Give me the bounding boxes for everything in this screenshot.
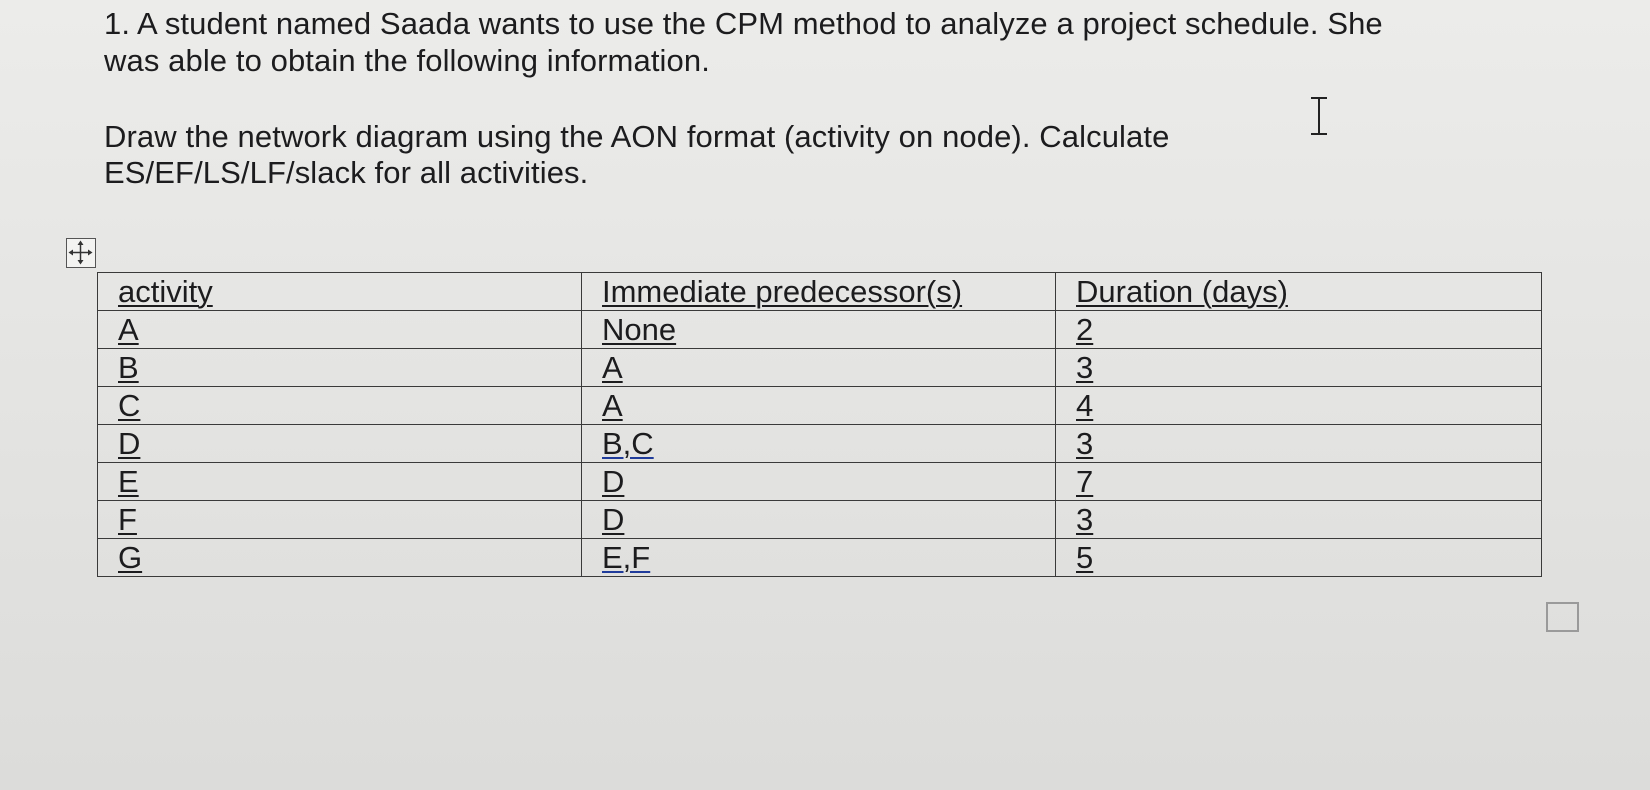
- predecessors-value: E,F: [602, 539, 651, 575]
- predecessors-value: D: [602, 463, 625, 499]
- duration-value: 7: [1076, 463, 1094, 499]
- cell-duration[interactable]: [1056, 501, 1542, 539]
- activity-value: A: [118, 311, 139, 347]
- cell-duration[interactable]: [1056, 539, 1542, 577]
- activity-value: E: [118, 463, 139, 499]
- cell-activity[interactable]: [98, 349, 582, 387]
- predecessors-value: D: [602, 501, 625, 537]
- text-cursor-icon: [1308, 96, 1330, 136]
- cpm-activity-table: [97, 272, 1542, 577]
- activity-value: C: [118, 387, 141, 423]
- activity-value: B: [118, 349, 139, 385]
- predecessors-value: A: [602, 349, 623, 385]
- question-line-3: Draw the network diagram using the AON format (activity on node). Calculate: [104, 119, 1170, 154]
- cell-predecessors[interactable]: [582, 387, 1056, 425]
- activity-value: G: [118, 539, 143, 575]
- table-row: [98, 425, 1542, 463]
- header-predecessors-label: Immediate predecessor(s): [602, 273, 963, 309]
- question-line-4: ES/EF/LS/LF/slack for all activities.: [104, 155, 589, 190]
- table-row: [98, 463, 1542, 501]
- table-row: [98, 311, 1542, 349]
- activity-value: F: [118, 501, 137, 537]
- predecessors-value: None: [602, 311, 677, 347]
- cell-predecessors[interactable]: [582, 463, 1056, 501]
- duration-value: 5: [1076, 539, 1094, 575]
- duration-value: 4: [1076, 387, 1094, 423]
- table-header-row: [98, 273, 1542, 311]
- cell-predecessors[interactable]: [582, 501, 1056, 539]
- duration-value: 3: [1076, 349, 1094, 385]
- header-activity: [98, 273, 582, 311]
- predecessors-value: B,C: [602, 425, 654, 461]
- cell-activity[interactable]: [98, 463, 582, 501]
- duration-value: 3: [1076, 501, 1094, 537]
- cell-duration[interactable]: [1056, 387, 1542, 425]
- duration-value: 2: [1076, 311, 1094, 347]
- cell-activity[interactable]: [98, 539, 582, 577]
- table-row: [98, 539, 1542, 577]
- cell-duration[interactable]: [1056, 425, 1542, 463]
- table-row: [98, 387, 1542, 425]
- table-move-handle-icon[interactable]: [66, 238, 96, 268]
- table-row: [98, 501, 1542, 539]
- cell-predecessors[interactable]: [582, 425, 1056, 463]
- header-duration-label: Duration (days): [1076, 273, 1288, 309]
- header-activity-label: activity: [118, 273, 213, 309]
- activity-value: D: [118, 425, 141, 461]
- cell-predecessors[interactable]: [582, 311, 1056, 349]
- question-line-1: 1. A student named Saada wants to use the CPM method to analyze a project schedule. She: [104, 6, 1383, 41]
- cell-activity[interactable]: [98, 501, 582, 539]
- cell-duration[interactable]: [1056, 311, 1542, 349]
- predecessors-value: A: [602, 387, 623, 423]
- cell-predecessors[interactable]: [582, 539, 1056, 577]
- cell-activity[interactable]: [98, 387, 582, 425]
- duration-value: 3: [1076, 425, 1094, 461]
- cell-predecessors[interactable]: [582, 349, 1056, 387]
- cell-duration[interactable]: [1056, 349, 1542, 387]
- header-duration: [1056, 273, 1542, 311]
- table-row: [98, 349, 1542, 387]
- question-line-2: was able to obtain the following information.: [104, 43, 710, 78]
- cell-activity[interactable]: [98, 425, 582, 463]
- cell-duration[interactable]: [1056, 463, 1542, 501]
- header-predecessors: [582, 273, 1056, 311]
- table-resize-handle-icon[interactable]: [1546, 602, 1579, 632]
- cell-activity[interactable]: [98, 311, 582, 349]
